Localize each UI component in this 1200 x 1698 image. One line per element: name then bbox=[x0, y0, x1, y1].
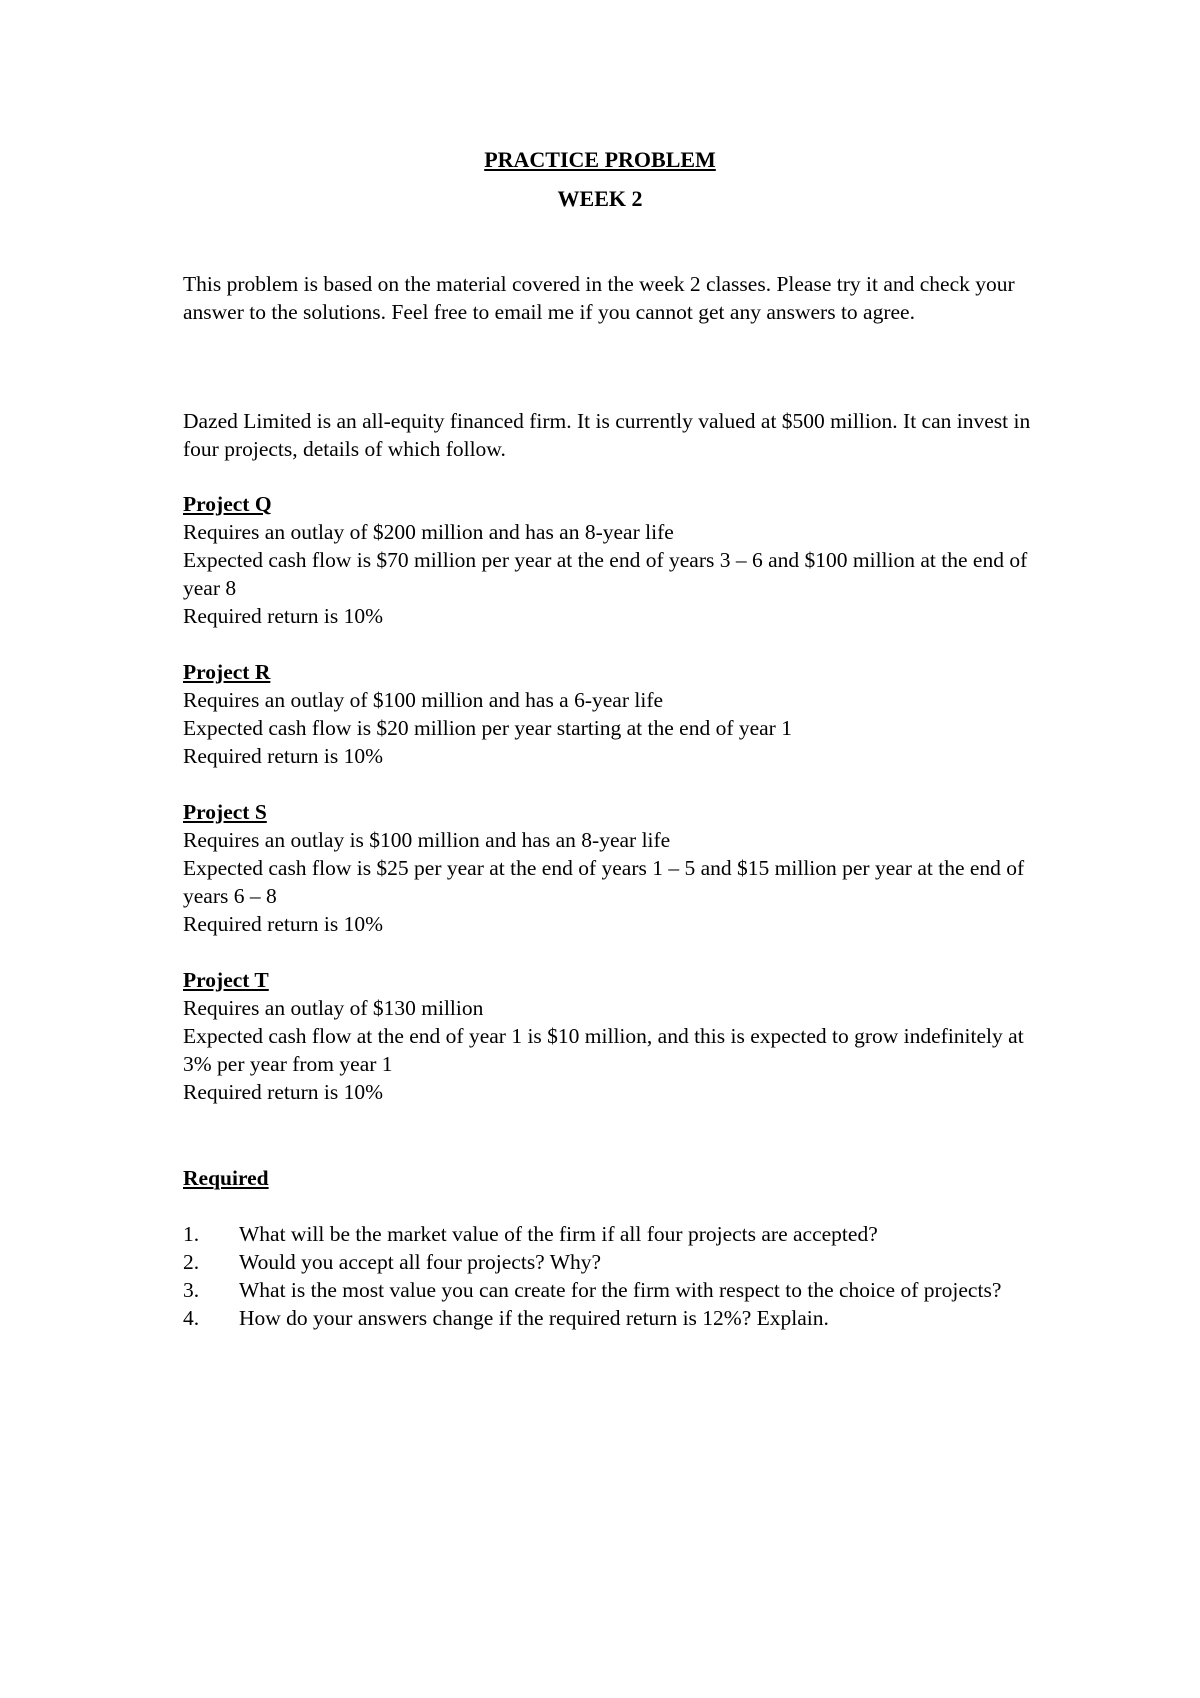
company-paragraph: Dazed Limited is an all-equity financed firm. It is currently valued at $500 million. It can invest in four projects, details of which follow. bbox=[183, 409, 1031, 461]
project-return-line: Required return is 10% bbox=[183, 744, 384, 768]
project-heading: Project R bbox=[183, 660, 271, 684]
project-return-line: Required return is 10% bbox=[183, 604, 384, 628]
question-item bbox=[183, 1276, 1043, 1304]
project-heading: Project S bbox=[183, 800, 267, 824]
question-item bbox=[183, 1248, 1043, 1276]
project-s bbox=[183, 798, 1043, 938]
question-text: How do your answers change if the required return is 12%? Explain. bbox=[239, 1306, 829, 1330]
project-outlay-line: Requires an outlay is $100 million and has an 8-year life bbox=[183, 828, 671, 852]
required-section bbox=[183, 1164, 1043, 1332]
page-subtitle: WEEK 2 bbox=[557, 186, 643, 211]
page-title: PRACTICE PROBLEM bbox=[484, 147, 716, 172]
project-cashflow-line: Expected cash flow at the end of year 1 is $10 million, and this is expected to grow indefinitely at 3% per year from year 1 bbox=[183, 1024, 1024, 1076]
intro-paragraph: This problem is based on the material covered in the week 2 classes. Please try it and check your answer to the solutions. Feel free to email me if you cannot get any answers to agree. bbox=[183, 272, 1015, 324]
project-heading: Project T bbox=[183, 968, 269, 992]
projects-section bbox=[183, 490, 1043, 1134]
project-cashflow-line: Expected cash flow is $70 million per year at the end of years 3 – 6 and $100 million at the end of year 8 bbox=[183, 548, 1028, 600]
project-outlay-line: Requires an outlay of $130 million bbox=[183, 996, 484, 1020]
question-number: 4. bbox=[183, 1306, 200, 1330]
question-text: Would you accept all four projects? Why? bbox=[239, 1250, 602, 1274]
project-cashflow-line: Expected cash flow is $25 per year at the end of years 1 – 5 and $15 million per year at the end of years 6 – 8 bbox=[183, 856, 1025, 908]
required-heading: Required bbox=[183, 1166, 269, 1190]
question-number: 2. bbox=[183, 1250, 200, 1274]
project-t bbox=[183, 966, 1043, 1106]
question-number: 1. bbox=[183, 1222, 200, 1246]
question-item bbox=[183, 1220, 1043, 1248]
project-heading: Project Q bbox=[183, 492, 272, 516]
project-outlay-line: Requires an outlay of $200 million and has an 8-year life bbox=[183, 520, 674, 544]
question-item bbox=[183, 1304, 1043, 1332]
question-text: What is the most value you can create for the firm with respect to the choice of projects? bbox=[239, 1278, 1002, 1302]
question-text: What will be the market value of the firm if all four projects are accepted? bbox=[239, 1222, 878, 1246]
project-return-line: Required return is 10% bbox=[183, 912, 384, 936]
question-number: 3. bbox=[183, 1278, 200, 1302]
project-cashflow-line: Expected cash flow is $20 million per year starting at the end of year 1 bbox=[183, 716, 792, 740]
project-r bbox=[183, 658, 1043, 770]
project-outlay-line: Requires an outlay of $100 million and has a 6-year life bbox=[183, 688, 664, 712]
project-return-line: Required return is 10% bbox=[183, 1080, 384, 1104]
project-q bbox=[183, 490, 1043, 630]
